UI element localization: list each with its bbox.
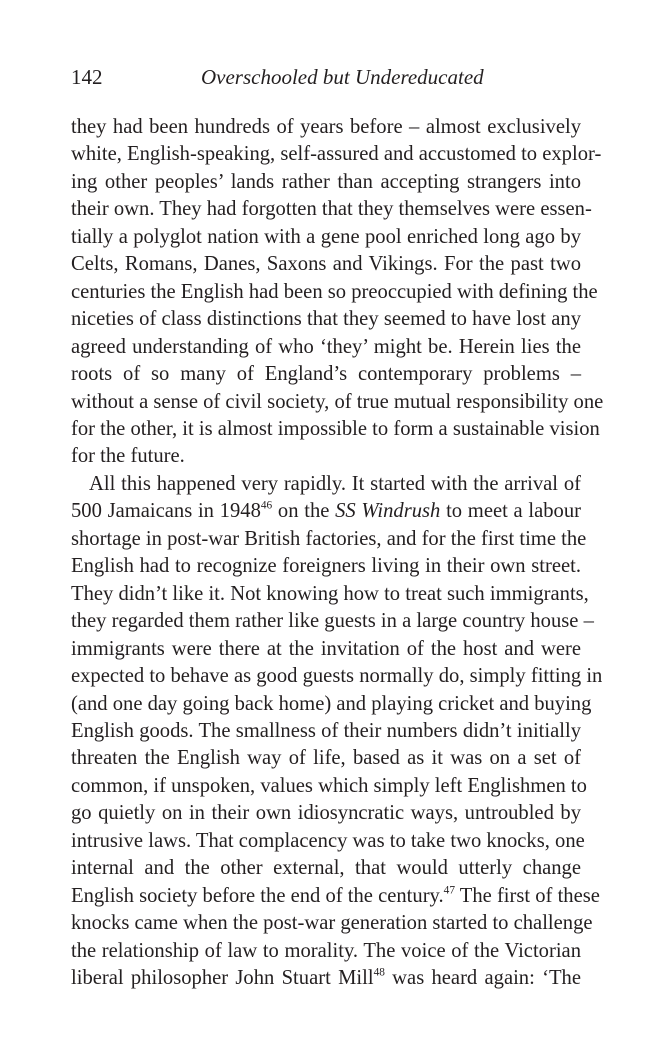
page-number: 142 (71, 65, 103, 89)
text-line: the relationship of law to morality. The voice of the Victorian (71, 939, 581, 962)
text-line: tially a polyglot nation with a gene pool enriched long ago by (71, 225, 581, 248)
text-run: The first of these (455, 884, 600, 907)
text-line (71, 883, 600, 910)
text-line: internal and the other external, that would utterly change (71, 857, 581, 880)
text-run: was heard again: ‘The (384, 967, 581, 990)
text-line: their own. They had forgotten that they themselves were essen- (71, 198, 592, 221)
text-line: threaten the English way of life, based as it was on a set of (71, 747, 581, 770)
text-run: 500 Jamaicans in 1948 (71, 500, 261, 523)
text-line: without a sense of civil society, of true mutual responsibility one (71, 390, 604, 413)
text-line: niceties of class distinctions that they seemed to have lost any (71, 308, 581, 331)
paragraph-1 (71, 114, 604, 471)
text-line: they regarded them rather like guests in a large country house – (71, 610, 594, 633)
text-line: Celts, Romans, Danes, Saxons and Vikings. For the past two (71, 253, 581, 276)
text-line: intrusive laws. That complacency was to take two knocks, one (71, 829, 585, 852)
text-line: English goods. The smallness of their numbers didn’t initially (71, 719, 581, 742)
ship-name: SS Windrush (335, 500, 441, 523)
text-line: immigrants were there at the invitation of the host and were (71, 637, 581, 660)
text-run: English society before the end of the century. (71, 884, 444, 907)
text-line: for the other, it is almost impossible to form a sustainable vision (71, 417, 600, 440)
text-line: ing other peoples’ lands rather than accepting strangers into (71, 170, 581, 193)
text-line (71, 965, 581, 992)
text-line: white, English-speaking, self-assured and accustomed to explor- (71, 143, 602, 166)
text-line: knocks came when the post-war generation started to challenge (71, 912, 593, 935)
text-line: agreed understanding of who ‘they’ might be. Herein lies the (71, 335, 581, 358)
footnote-ref-46[interactable]: 46 (260, 499, 273, 512)
running-title: Overschooled but Undereducated (201, 65, 484, 89)
text-line: they had been hundreds of years before – almost exclusively (71, 116, 581, 138)
text-line: English had to recognize foreigners living in their own street. (71, 555, 581, 578)
text-run: liberal philosopher John Stuart Mill (71, 967, 374, 990)
text-line: roots of so many of England’s contemporary problems – (71, 363, 581, 386)
text-line: They didn’t like it. Not knowing how to treat such immigrants, (71, 582, 589, 605)
text-line (71, 498, 581, 525)
paragraph-2 (71, 471, 603, 993)
text-line: (and one day going back home) and playing cricket and buying (71, 692, 592, 715)
running-head (71, 62, 581, 92)
text-line: All this happened very rapidly. It started with the arrival of (89, 472, 581, 495)
text-line: for the future. (71, 445, 185, 468)
footnote-ref-48[interactable]: 48 (373, 966, 385, 979)
text-line: go quietly on in their own idiosyncratic ways, untroubled by (71, 802, 581, 825)
text-run: on the (272, 500, 336, 523)
text-line: shortage in post-war British factories, and for the first time the (71, 527, 587, 550)
text-run: to meet a labour (440, 500, 581, 523)
text-line: expected to behave as good guests normally do, simply fitting in (71, 665, 603, 688)
body-text (71, 114, 604, 993)
text-line: common, if unspoken, values which simply left Englishmen to (71, 774, 587, 797)
footnote-ref-47[interactable]: 47 (443, 884, 455, 897)
text-line: centuries the English had been so preoccupied with defining the (71, 280, 598, 303)
